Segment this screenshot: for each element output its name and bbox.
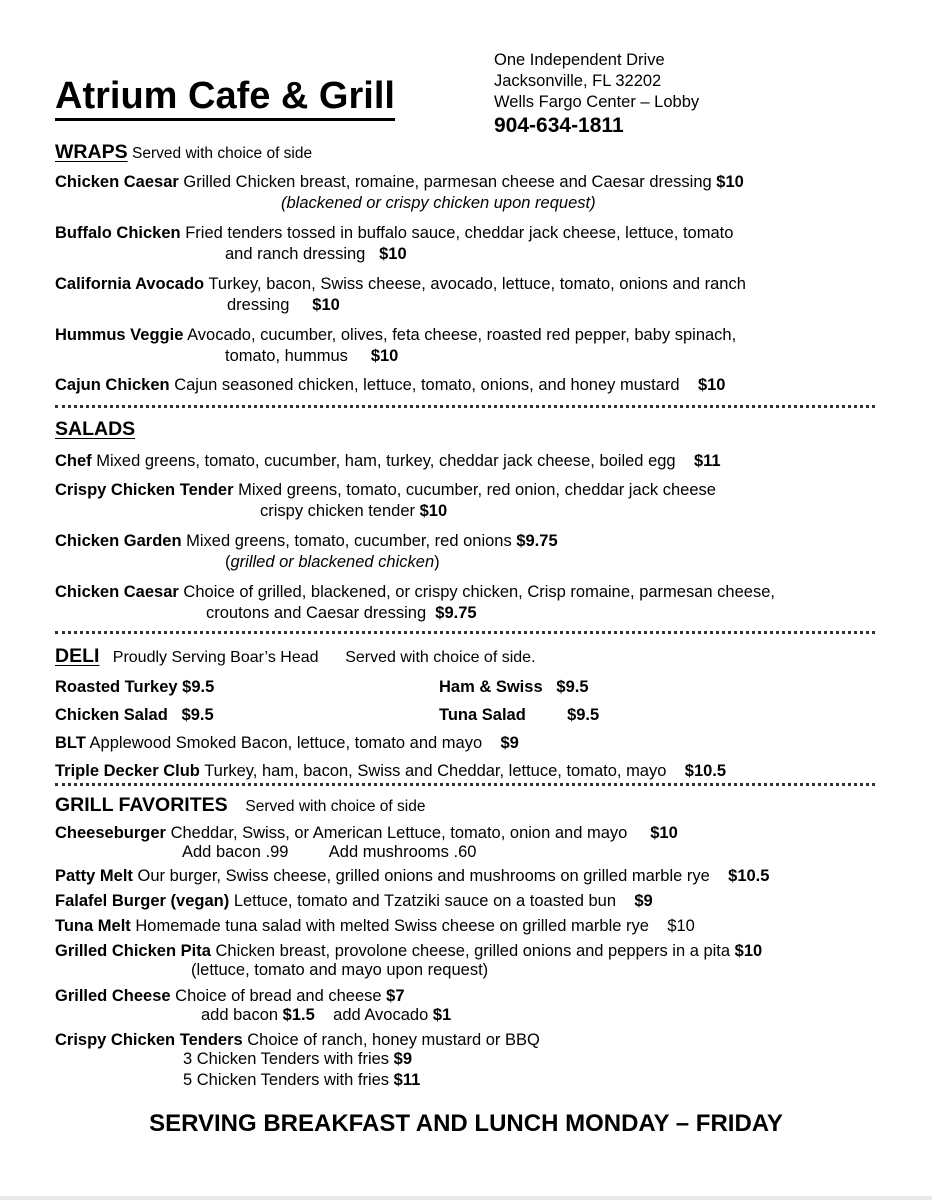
menu-item-deli-ham-swiss [439, 677, 589, 697]
item-price: $10 [419, 502, 448, 520]
item-price: $10 [379, 245, 407, 263]
item-price: $9.75 [516, 532, 558, 550]
item-name: Tuna Melt [55, 917, 131, 935]
item-desc: Choice of grilled, blackened, or crispy chicken, Crisp romaine, parmesan cheese, [183, 583, 775, 601]
phone-number: 904-634-1811 [494, 114, 624, 137]
item-desc: Choice of bread and cheese [175, 987, 382, 1005]
item-price: $10 [312, 296, 340, 314]
item-desc: Homemade tuna salad with melted Swiss cheese on grilled marble rye [135, 917, 649, 935]
restaurant-title: Atrium Cafe & Grill [55, 74, 395, 121]
item-name: Chicken Garden [55, 532, 182, 550]
item-price: $10 [650, 824, 678, 842]
item-desc-cont [225, 244, 407, 264]
wraps-section-header [55, 141, 312, 164]
item-name: BLT [55, 734, 86, 752]
item-price: $9.5 [556, 678, 589, 696]
option-price: $11 [393, 1071, 421, 1089]
menu-item-grill-cheeseburger [55, 823, 678, 843]
item-note [191, 960, 488, 980]
menu-item-salad-chicken-garden [55, 531, 558, 551]
menu-item-deli-roasted-turkey [55, 677, 214, 697]
menu-item-grill-chicken-tenders [55, 1030, 540, 1050]
item-desc: Applewood Smoked Bacon, lettuce, tomato and mayo [89, 734, 483, 752]
item-name: Grilled Chicken Pita [55, 942, 211, 960]
deli-section-header [55, 645, 536, 668]
item-name: Chicken Caesar [55, 173, 179, 191]
item-note-text: grilled or blackened chicken [230, 553, 435, 571]
paren: ) [434, 553, 440, 571]
item-name: Crispy Chicken Tender [55, 481, 234, 499]
item-price: $10.5 [684, 762, 727, 780]
menu-item-deli-chicken-salad [55, 705, 214, 725]
tenders-option-3 [183, 1049, 412, 1069]
item-desc: Our burger, Swiss cheese, grilled onions and mushrooms on grilled marble rye [137, 867, 710, 885]
item-price: $10 [697, 376, 726, 394]
grill-section-header [55, 794, 425, 817]
item-note [225, 552, 440, 572]
menu-item-wrap-chicken-caesar [55, 172, 744, 192]
menu-item-wrap-buffalo-chicken [55, 223, 733, 243]
item-price: $9 [500, 734, 519, 752]
item-name: Cajun Chicken [55, 376, 170, 394]
item-name: Patty Melt [55, 867, 133, 885]
menu-item-wrap-cajun-chicken [55, 375, 725, 395]
item-name: Buffalo Chicken [55, 224, 181, 242]
item-desc: Chicken breast, provolone cheese, grilled onions and peppers in a pita [215, 942, 731, 960]
item-name: Chicken Salad [55, 706, 168, 724]
item-addons [182, 842, 476, 862]
hours-footer: SERVING BREAKFAST AND LUNCH MONDAY – FRIDAY [149, 1110, 783, 1137]
item-desc2: crispy chicken tender [260, 502, 415, 520]
addon-avocado-label: add Avocado [333, 1006, 429, 1024]
item-note-text: (blackened or crispy chicken upon request) [281, 194, 596, 212]
menu-item-grill-chicken-pita [55, 941, 762, 961]
item-desc: Turkey, bacon, Swiss cheese, avocado, lettuce, tomato, onions and ranch [208, 275, 746, 293]
item-note [281, 193, 596, 213]
item-desc: Mixed greens, tomato, cucumber, ham, turkey, cheddar jack cheese, boiled egg [96, 452, 676, 470]
item-desc: Choice of ranch, honey mustard or BBQ [247, 1031, 540, 1049]
item-name: Cheeseburger [55, 824, 166, 842]
menu-item-grill-tuna-melt [55, 916, 695, 936]
item-desc2: dressing [227, 296, 290, 314]
item-desc: Turkey, ham, bacon, Swiss and Cheddar, lettuce, tomato, mayo [204, 762, 667, 780]
wraps-heading: WRAPS [55, 141, 128, 163]
menu-item-grill-falafel [55, 891, 653, 911]
wraps-subtitle: Served with choice of side [132, 145, 313, 162]
address-line-3: Wells Fargo Center – Lobby [494, 93, 700, 111]
item-name: Chicken Caesar [55, 583, 179, 601]
deli-heading: DELI [55, 645, 100, 667]
grill-subtitle: Served with choice of side [245, 798, 426, 815]
item-name: Triple Decker Club [55, 762, 200, 780]
section-divider [55, 783, 875, 786]
grill-heading: GRILL FAVORITES [55, 794, 228, 816]
item-price: $10 [667, 917, 695, 935]
item-name: Hummus Veggie [55, 326, 184, 344]
item-name: Ham & Swiss [439, 678, 543, 696]
item-name: Crispy Chicken Tenders [55, 1031, 243, 1049]
item-price: $9.5 [182, 678, 215, 696]
addon-avocado-price: $1 [432, 1006, 452, 1024]
menu-item-salad-crispy-chicken-tender [55, 480, 716, 500]
option-label: 3 Chicken Tenders with fries [183, 1050, 390, 1068]
item-desc2: tomato, hummus [225, 347, 348, 365]
item-desc: Avocado, cucumber, olives, feta cheese, roasted red pepper, baby spinach, [187, 326, 737, 344]
item-desc-cont [206, 603, 477, 623]
page-bottom-edge [0, 1196, 932, 1200]
item-desc: Fried tenders tossed in buffalo sauce, cheddar jack cheese, lettuce, tomato [185, 224, 734, 242]
item-name: Falafel Burger (vegan) [55, 892, 230, 910]
item-desc: Cajun seasoned chicken, lettuce, tomato, onions, and honey mustard [174, 376, 680, 394]
tenders-option-5 [183, 1070, 420, 1090]
salads-section-header [55, 418, 135, 441]
item-desc: Mixed greens, tomato, cucumber, red onion, cheddar jack cheese [238, 481, 716, 499]
item-price: $10.5 [728, 867, 770, 885]
item-desc-cont [225, 346, 398, 366]
item-desc: Mixed greens, tomato, cucumber, red onions [186, 532, 512, 550]
item-price: $10 [734, 942, 763, 960]
item-desc: Grilled Chicken breast, romaine, parmesan cheese and Caesar dressing [183, 173, 712, 191]
addon-bacon-price: $1.5 [282, 1006, 315, 1024]
menu-item-grill-grilled-cheese [55, 986, 405, 1006]
salads-heading: SALADS [55, 418, 136, 440]
addon-mushrooms: Add mushrooms .60 [328, 843, 477, 861]
item-price: $9.75 [435, 604, 477, 622]
menu-item-wrap-hummus-veggie [55, 325, 736, 345]
item-note-text: (lettuce, tomato and mayo upon request) [191, 961, 489, 979]
item-name: Tuna Salad [439, 706, 526, 724]
menu-item-wrap-california-avocado [55, 274, 746, 294]
item-price: $9.5 [181, 706, 214, 724]
addon-bacon: Add bacon .99 [182, 843, 289, 861]
item-desc-cont [227, 295, 340, 315]
menu-item-deli-blt [55, 733, 519, 753]
item-addons [201, 1005, 451, 1025]
menu-item-salad-chef [55, 451, 721, 471]
item-price: $7 [386, 987, 405, 1005]
item-price: $9 [634, 892, 653, 910]
item-price: $11 [693, 452, 721, 470]
paren: ( [225, 553, 231, 571]
addon-bacon-label: add bacon [201, 1006, 279, 1024]
item-price: $10 [716, 173, 744, 191]
item-desc2: and ranch dressing [225, 245, 366, 263]
item-price: $10 [370, 347, 399, 365]
address-line-1: One Independent Drive [494, 51, 665, 69]
item-price: $9.5 [567, 706, 600, 724]
menu-item-deli-triple-decker [55, 761, 726, 781]
item-name: California Avocado [55, 275, 205, 293]
option-price: $9 [393, 1050, 412, 1068]
deli-tagline: Proudly Serving Boar’s Head [112, 649, 319, 666]
item-name: Chef [55, 452, 92, 470]
address-line-2: Jacksonville, FL 32202 [494, 72, 662, 90]
menu-item-grill-patty-melt [55, 866, 769, 886]
option-label: 5 Chicken Tenders with fries [183, 1071, 390, 1089]
deli-subtitle: Served with choice of side. [345, 649, 536, 666]
item-desc2: croutons and Caesar dressing [206, 604, 427, 622]
item-desc: Cheddar, Swiss, or American Lettuce, tomato, onion and mayo [170, 824, 628, 842]
menu-item-deli-tuna-salad [439, 705, 599, 725]
menu-item-salad-chicken-caesar [55, 582, 775, 602]
item-desc: Lettuce, tomato and Tzatziki sauce on a toasted bun [233, 892, 617, 910]
section-divider [55, 405, 875, 408]
item-desc-cont [260, 501, 447, 521]
section-divider [55, 631, 875, 634]
item-name: Grilled Cheese [55, 987, 171, 1005]
item-name: Roasted Turkey [55, 678, 178, 696]
